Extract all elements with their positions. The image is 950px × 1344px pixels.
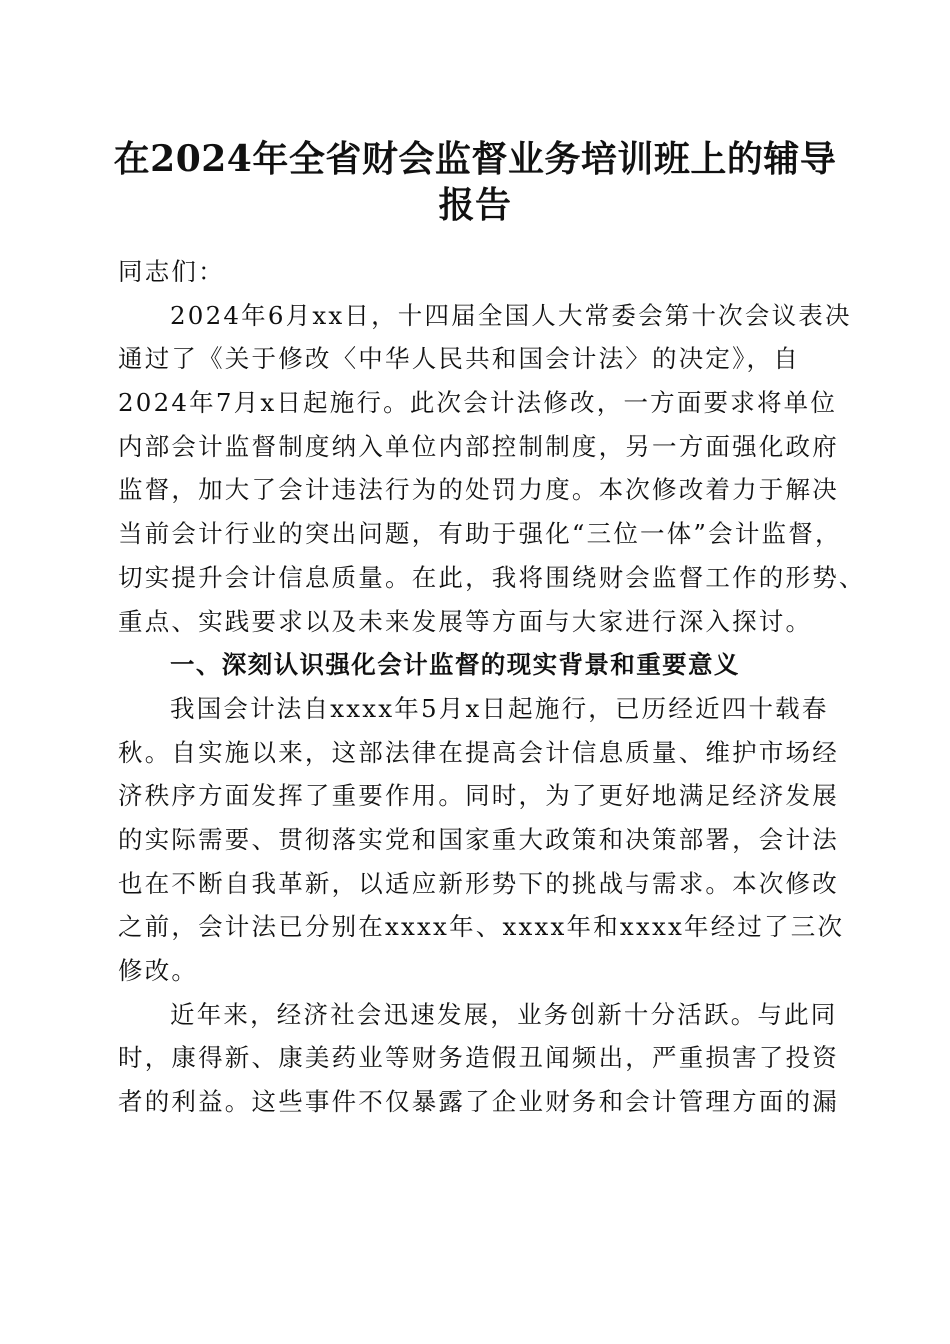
document-body	[118, 250, 866, 1124]
paragraph-line: 切实提升会计信息质量。在此，我将围绕财会监督工作的形势、	[118, 562, 866, 592]
paragraph-line: 的实际需要、贯彻落实党和国家重大政策和决策部署，会计法	[118, 824, 839, 854]
paragraph-recent-years	[118, 993, 839, 1124]
paragraph-intro	[118, 294, 866, 644]
paragraph-line: 重点、实践要求以及未来发展等方面与大家进行深入探讨。	[118, 606, 813, 636]
title-line-1: 在2024年全省财会监督业务培训班上的辅导	[113, 138, 837, 180]
paragraph-line: 2024年6月xx日，十四届全国人大常委会第十次会议表决	[170, 300, 852, 330]
paragraph-background	[118, 687, 845, 993]
paragraph-line: 也在不断自我革新，以适应新形势下的挑战与需求。本次修改	[118, 868, 839, 898]
paragraph-line: 当前会计行业的突出问题，有助于强化“三位一体”会计监督，	[118, 519, 842, 549]
salutation: 同志们：	[118, 257, 225, 286]
document-title	[100, 136, 850, 228]
paragraph-line: 通过了《关于修改〈中华人民共和国会计法〉的决定》，自	[118, 344, 800, 374]
paragraph-line: 者的利益。这些事件不仅暴露了企业财务和会计管理方面的漏	[118, 1087, 839, 1117]
paragraph-line: 2024年7月x日起施行。此次会计法修改，一方面要求将单位	[118, 388, 838, 418]
paragraph-line: 我国会计法自xxxx年5月x日起施行，已历经近四十载春	[170, 693, 829, 723]
paragraph-line: 之前，会计法已分别在xxxx年、xxxx年和xxxx年经过了三次	[118, 912, 845, 942]
paragraph-line: 修改。	[118, 956, 199, 985]
section-heading-1: 一、深刻认识强化会计监督的现实背景和重要意义	[170, 650, 740, 680]
title-line-2: 报告	[438, 184, 512, 226]
paragraph-line: 近年来，经济社会迅速发展，业务创新十分活跃。与此同	[170, 999, 838, 1029]
paragraph-line: 监督，加大了会计违法行为的处罚力度。本次修改着力于解决	[118, 475, 839, 505]
paragraph-line: 时，康得新、康美药业等财务造假丑闻频出，严重损害了投资	[118, 1043, 839, 1073]
paragraph-line: 秋。自实施以来，这部法律在提高会计信息质量、维护市场经	[118, 737, 839, 767]
paragraph-line: 内部会计监督制度纳入单位内部控制制度，另一方面强化政府	[118, 431, 839, 461]
paragraph-line: 济秩序方面发挥了重要作用。同时，为了更好地满足经济发展	[118, 781, 839, 811]
